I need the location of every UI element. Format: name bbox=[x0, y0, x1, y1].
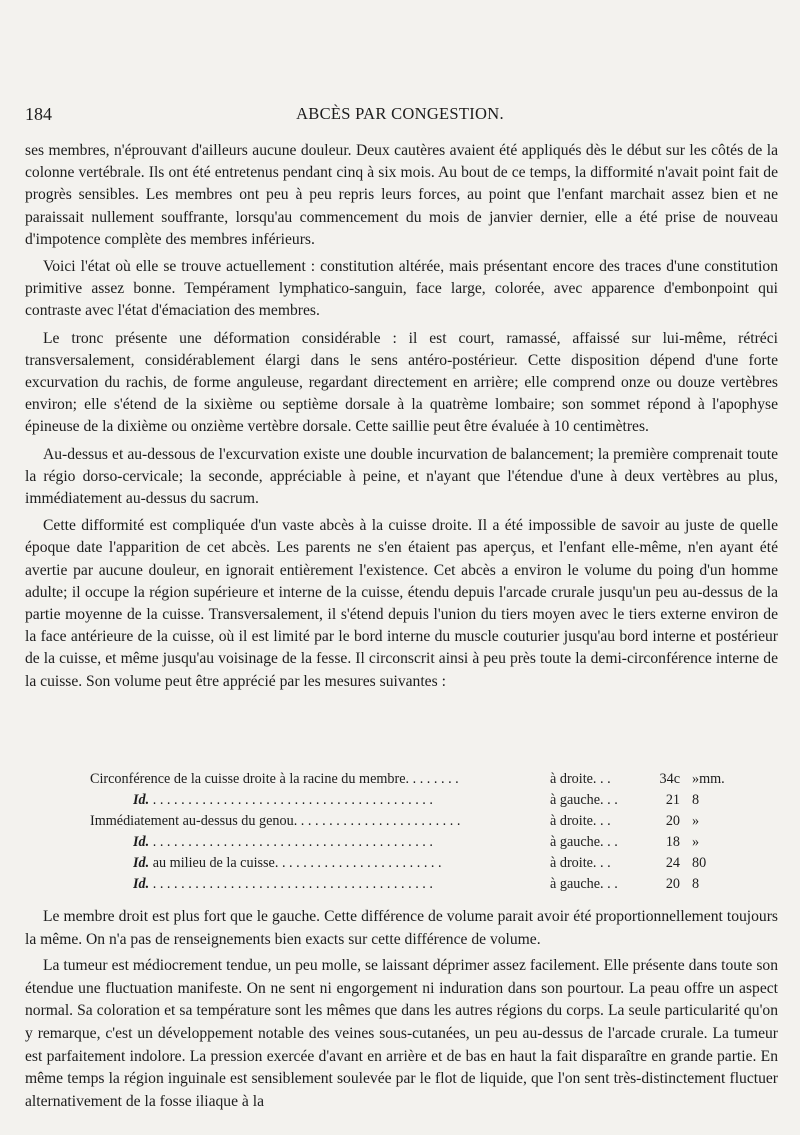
measurement-row bbox=[25, 769, 778, 790]
measurement-side: à gauche. . . bbox=[550, 834, 618, 850]
measurement-value-mm: » bbox=[692, 834, 700, 850]
measurement-value-cm: 34c bbox=[659, 771, 680, 787]
measurement-text: . . . . . . . . . . . . . . . . . . . . . . . . . . . . . . . . . . . . . . . . bbox=[149, 876, 433, 892]
paragraph: ses membres, n'éprouvant d'ailleurs aucune douleur. Deux cautères avaient été appliqués dès le début sur les côtés de la colonne vertébrale. Ils ont été entretenus pendant cinq à six mois. Au bout de ce temps, la difformité n'avait point fait de progrès sensibles. Les membres ont peu à peu repris leurs forces, au point que l'enfant marchait assez bien et ne paraissait nullement souffrante, lorsqu'au commencement du mois de janvier dernier, elle a été prise de nouveau d'impotence complète des membres inférieurs. bbox=[25, 142, 778, 248]
paragraph: Cette difformité est compliquée d'un vaste abcès à la cuisse droite. Il a été impossible de savoir au juste de quelle époque date l'apparition de cet abcès. Les parents ne s'en étaient pas aperçus, et l'enfant elle-même, n'en ayant été avertie par aucune douleur, en ignorait entièrement l'existence. Cet abcès a environ le volume du poing d'un homme adulte; il occupe la région supérieure et interne de la cuisse, étendu depuis l'arcade crurale jusqu'un peu au-dessus de la partie moyenne de la cuisse. Transversalement, il s'étend depuis l'union du tiers moyen avec le tiers externe environ de la face antérieure de la cuisse, où il est limité par le bord interne du muscle couturier jusqu'au bord interne et postérieur de la cuisse, et même jusqu'au voisinage de la fesse. Il circonscrit ainsi à peu près toute la demi-circonférence interne de la cuisse. Son volume peut être apprécié par les mesures suivantes : bbox=[25, 517, 778, 690]
measurement-row bbox=[25, 832, 778, 853]
measurement-label bbox=[133, 790, 530, 811]
measurement-value-mm: » bbox=[692, 813, 700, 829]
measurement-text: au milieu de la cuisse. . . . . . . . . . . . . . . . . . . . . . . . bbox=[149, 855, 442, 871]
measurement-row bbox=[25, 874, 778, 895]
measurement-label bbox=[133, 874, 530, 895]
measurements-table bbox=[25, 769, 778, 895]
measurement-label bbox=[133, 832, 530, 853]
measurement-value-mm: 8 bbox=[692, 876, 700, 892]
measurement-text: . . . . . . . . . . . . . . . . . . . . . . . . . . . . . . . . . . . . . . . . bbox=[149, 834, 433, 850]
measurement-value-cm: 24 bbox=[665, 855, 680, 871]
paragraph: Voici l'état où elle se trouve actuellement : constitution altérée, mais présentant encore des traces d'une constitution primitive assez bonne. Tempérament lymphatico-sanguin, face large, colorée, avec apparence d'embonpoint qui contraste avec l'état d'émaciation des membres. bbox=[25, 258, 778, 320]
measurement-value-cm: 18 bbox=[665, 834, 680, 850]
measurement-value-mm: 80 bbox=[692, 855, 707, 871]
id-mark: Id. bbox=[133, 792, 150, 808]
paragraph: Au-dessus et au-dessous de l'excurvation existe une double incurvation de balancement; la première comprenait toute la régio dorso-cervicale; la seconde, appréciable à peine, et n'ayant que l'étendue d'une à deux vertèbres au plus, immédiatement au-dessus du sacrum. bbox=[25, 445, 778, 508]
measurement-side: à droite. . . bbox=[550, 855, 611, 871]
measurement-value-cm: 21 bbox=[665, 792, 680, 808]
measurement-row bbox=[25, 790, 778, 811]
measurement-value-mm: 8 bbox=[692, 792, 700, 808]
measurement-label bbox=[90, 769, 530, 790]
page-number: 184 bbox=[25, 104, 52, 124]
measurement-side: à gauche. . . bbox=[550, 876, 618, 892]
measurement-text: Circonférence de la cuisse droite à la racine du membre. . . . . . . . bbox=[90, 771, 459, 787]
measurement-side: à droite. . . bbox=[550, 813, 611, 829]
measurement-text: . . . . . . . . . . . . . . . . . . . . . . . . . . . . . . . . . . . . . . . . bbox=[149, 792, 433, 808]
id-mark: Id. bbox=[133, 855, 150, 871]
paragraph: Le tronc présente une déformation considérable : il est court, ramassé, affaissé sur lui-même, rétréci transversalement, considérablement élargi dans le sens antéro-postérieur. Cette disposition dépend d'une forte excurvation du rachis, de forme anguleuse, regardant directement en arrière; elle comprend onze ou douze vertèbres environ; elle s'étend de la sixième ou septième dorsale à la quatrème lombaire; son sommet répond à l'apophyse épineuse de la dixième ou onzième vertèbre dorsale. Cette saillie peut être évaluée à 10 centimètres. bbox=[25, 329, 778, 436]
measurement-text: Immédiatement au-dessus du genou. . . . . . . . . . . . . . . . . . . . . . . . bbox=[90, 813, 461, 829]
running-title: ABCÈS PAR CONGESTION. bbox=[296, 104, 504, 123]
body-text bbox=[25, 140, 778, 698]
measurement-side: à droite. . . bbox=[550, 771, 611, 787]
paragraph: Le membre droit est plus fort que le gauche. Cette différence de volume parait avoir été proportionnellement toujours la même. On n'a pas de renseignements bien exacts sur cette différence de volume. bbox=[25, 908, 778, 948]
body-text-continued bbox=[25, 906, 778, 1117]
paragraph: La tumeur est médiocrement tendue, un peu molle, se laissant déprimer assez facilement. Elle présente dans toute son étendue une fluctuation manifeste. On ne sent ni engorgement ni induration dans son pourtour. La peau offre un aspect normal. Sa coloration et sa température sont les mêmes que dans les autres régions du corps. La seule particularité qu'on y remarque, c'est un développement notable des veines sous-cutanées, un peu au-dessus de l'arcade crurale. La tumeur est parfaitement indolore. La pression exercée d'avant en arrière et de bas en haut la fait disparaître en grande partie. En même temps la région inguinale est sensiblement soulevée par le flot de liquide, que l'on sent très-distinctement fluctuer alternativement de la fosse iliaque à la bbox=[25, 957, 778, 1110]
measurement-label bbox=[90, 811, 530, 832]
page-header bbox=[25, 104, 775, 126]
measurement-value-cm: 20 bbox=[665, 876, 680, 892]
id-mark: Id. bbox=[133, 834, 150, 850]
measurement-value-cm: 20 bbox=[665, 813, 680, 829]
id-mark: Id. bbox=[133, 876, 150, 892]
measurement-row bbox=[25, 853, 778, 874]
measurement-row bbox=[25, 811, 778, 832]
measurement-label bbox=[133, 853, 530, 874]
measurement-side: à gauche. . . bbox=[550, 792, 618, 808]
measurement-value-mm: »mm. bbox=[692, 771, 725, 787]
